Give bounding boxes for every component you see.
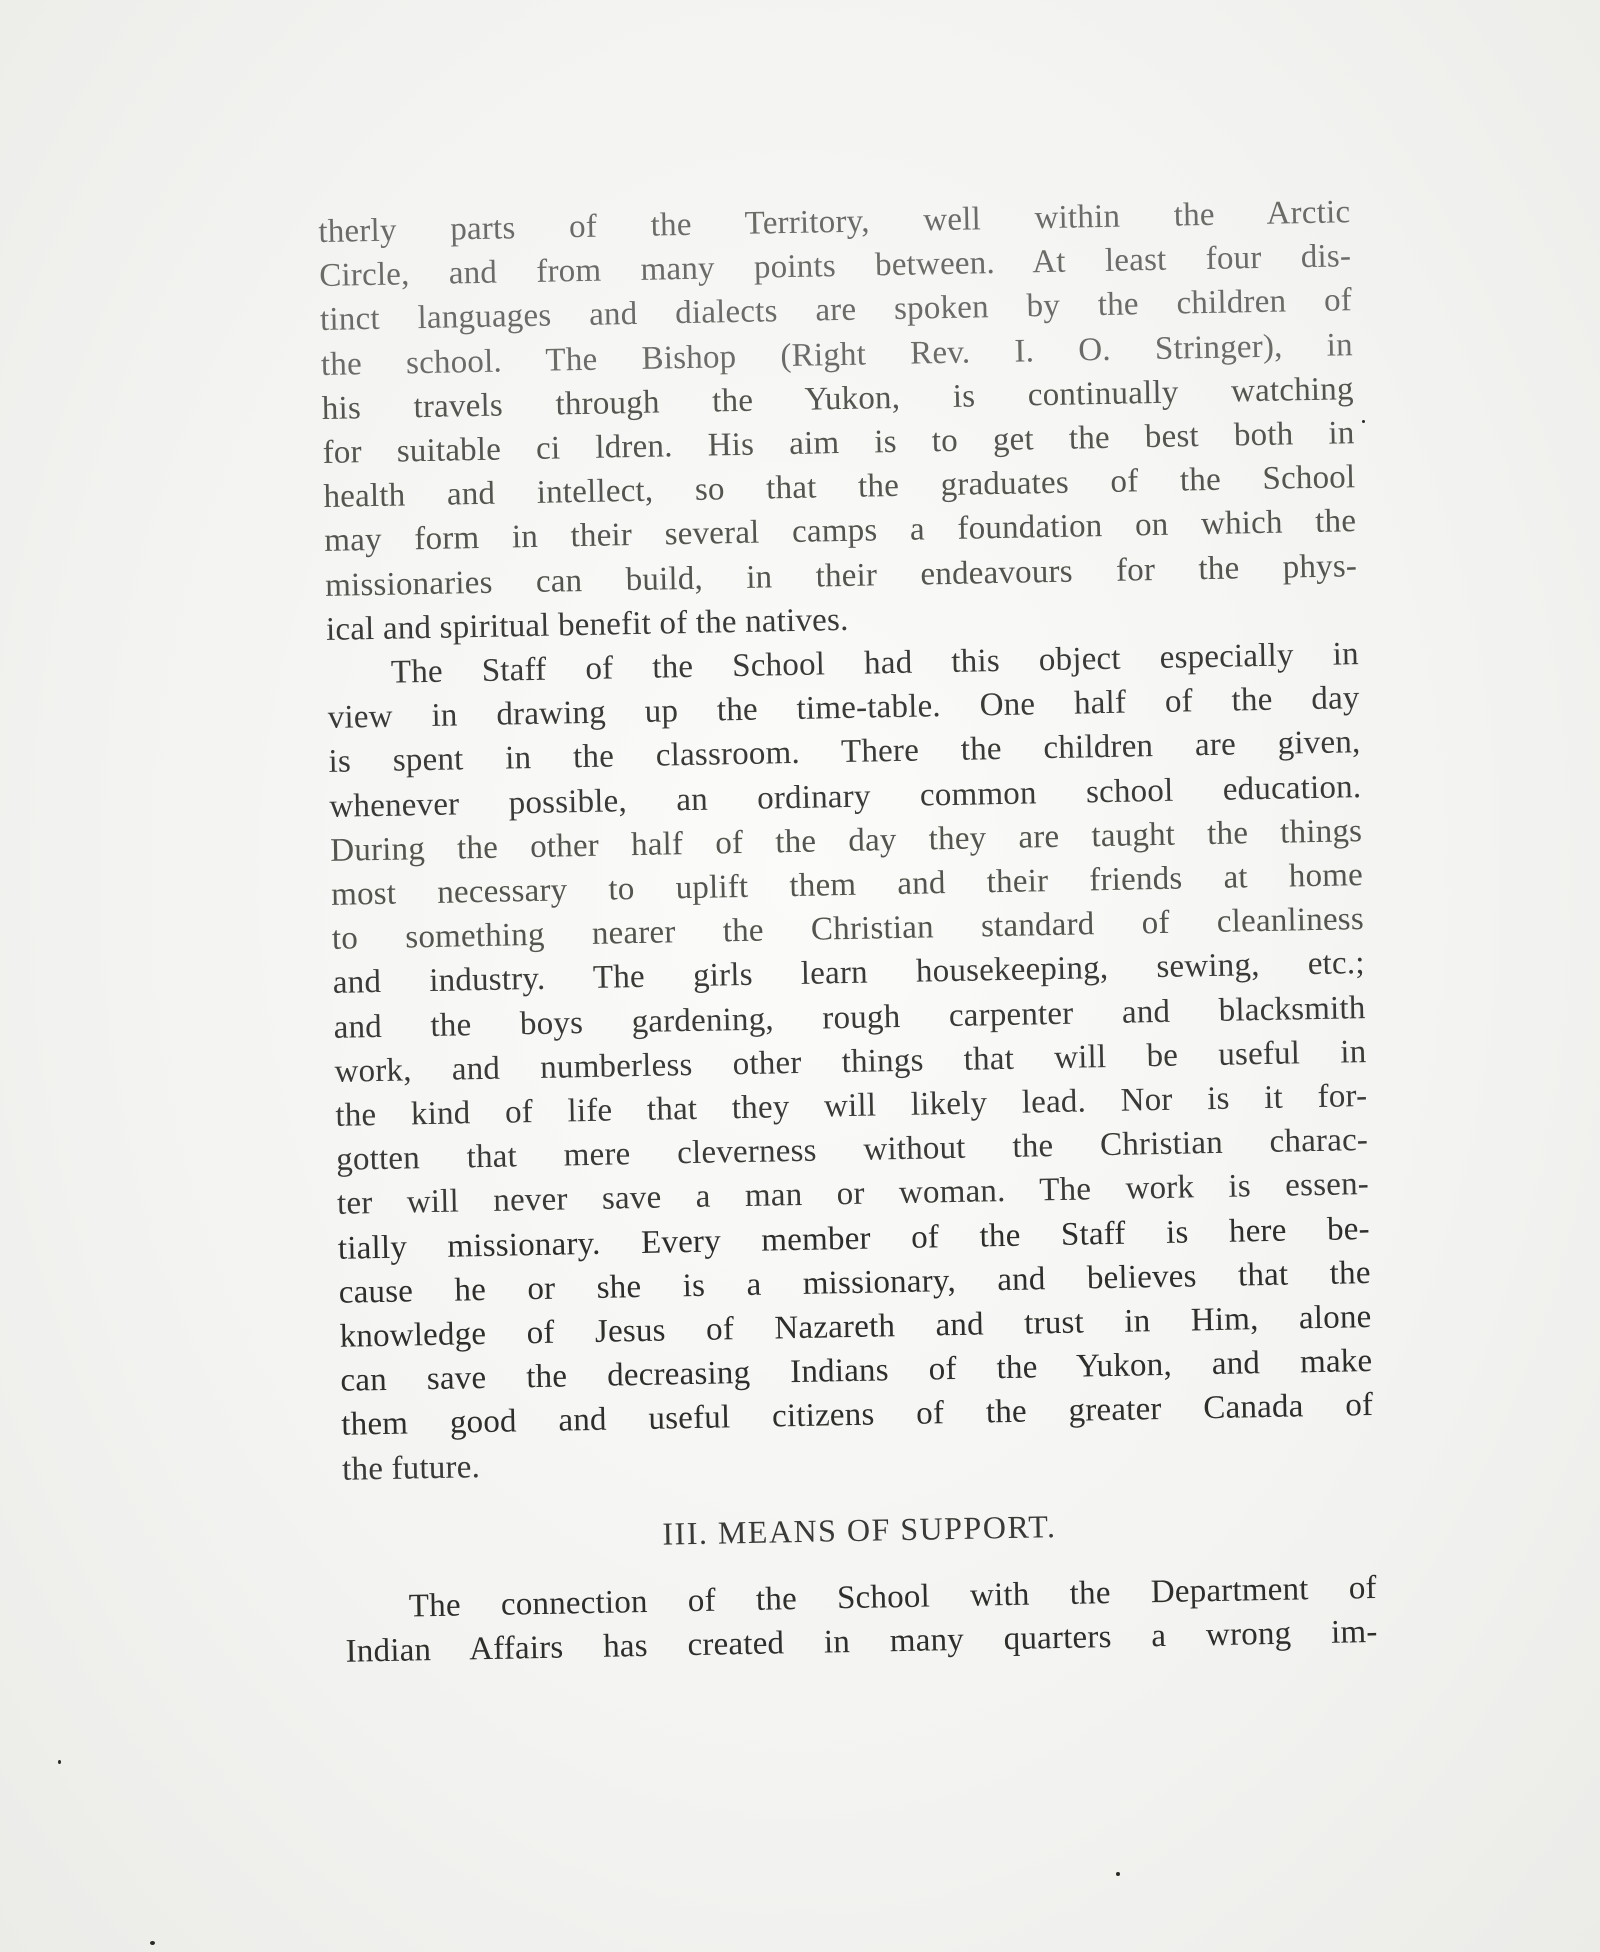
text-line: most necessary to uplift them and their friends at home: [330, 857, 1364, 913]
text-line: The connection of the School with the Department of: [408, 1570, 1377, 1625]
text-line: ter will never save a man or woman. The work is essen-: [336, 1166, 1370, 1223]
scan-speck: [1116, 1872, 1120, 1876]
text-line: view in drawing up the time-table. One half of the day: [327, 680, 1360, 737]
scan-speck: [150, 1941, 155, 1945]
text-line: health and intellect, so that the graduates of the School: [323, 459, 1356, 516]
text-line: can save the decreasing Indians of the Yukon, and make: [340, 1343, 1373, 1400]
text-line: missionaries can build, in their endeavours for the phys-: [324, 547, 1358, 604]
scan-speck: [58, 1760, 61, 1764]
text-line: Indian Affairs has created in many quarters a wrong im-: [345, 1614, 1378, 1671]
text-line: ical and spiritual benefit of the natives.: [325, 601, 849, 648]
text-line: cause he or she is a missionary, and believes that the: [338, 1254, 1371, 1311]
text-line: to something nearer the Christian standard of cleanliness: [331, 901, 1365, 958]
text-line: his travels through the Yukon, is continually watching: [321, 370, 1354, 427]
text-line: for suitable ci ldren. His aim is to get the best both in: [322, 415, 1355, 471]
scan-speck: [1362, 420, 1365, 423]
text-line: them good and useful citizens of the greater Canada of: [340, 1387, 1374, 1444]
text-line: work, and numberless other things that will be useful in: [334, 1033, 1367, 1090]
text-line: and the boys gardening, rough carpenter and blacksmith: [333, 989, 1366, 1046]
text-line: tially missionary. Every member of the Staff is here be-: [337, 1210, 1371, 1267]
text-line: may form in their several camps a foundation on which the: [324, 503, 1357, 560]
text-line: the kind of life that they will likely lead. Nor is it for-: [335, 1078, 1368, 1134]
text-line: tinct languages and dialects are spoken by the children of: [319, 282, 1353, 339]
text-line: Circle, and from many points between. At least four dis-: [318, 238, 1352, 295]
text-line: the school. The Bishop (Right Rev. I. O. Stringer), in: [320, 326, 1354, 383]
text-line: whenever possible, an ordinary common school education.: [329, 768, 1362, 825]
text-line: gotten that mere cleverness without the Christian charac-: [335, 1122, 1369, 1179]
text-line: the future.: [341, 1448, 481, 1488]
text-line: is spent in the classroom. There the children are given,: [328, 724, 1361, 781]
text-line: During the other half of the day they are taught the things: [329, 812, 1363, 869]
text-line: The Staff of the School had this object especially in: [390, 636, 1360, 691]
text-line: and industry. The girls learn housekeeping, sewing, etc.;: [332, 945, 1366, 1002]
text-line: knowledge of Jesus of Nazareth and trust in Him, alone: [339, 1299, 1372, 1355]
section-heading: III. MEANS OF SUPPORT.: [662, 1507, 1057, 1552]
body-text: [318, 190, 1378, 1674]
text-line: therly parts of the Territory, well within the Arctic: [318, 194, 1351, 250]
